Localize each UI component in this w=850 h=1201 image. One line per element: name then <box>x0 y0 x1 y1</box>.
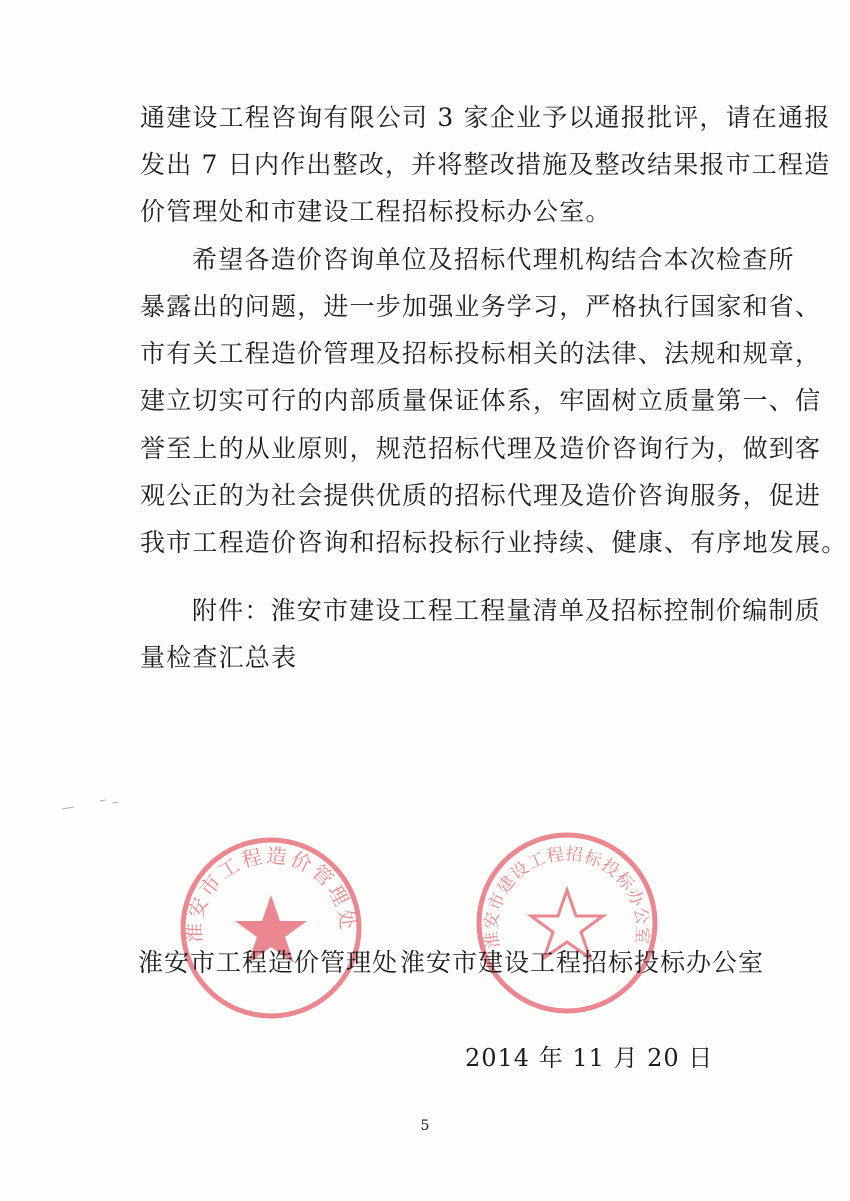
seal-right-text: 淮安市建设工程招标投标办公室 <box>481 844 653 950</box>
body-line: 通建设工程咨询有限公司 3 家企业予以通报批评，请在通报 <box>140 103 831 132</box>
body-line: 暴露出的问题，进一步加强业务学习，严格执行国家和省、 <box>140 292 822 321</box>
body-line: 发出 7 日内作出整改，并将整改措施及整改结果报市工程造 <box>140 150 831 179</box>
seal-left-text: 淮安市工程造价管理处 <box>181 843 361 944</box>
official-seal-right <box>472 828 662 1018</box>
body-line: 希望各造价咨询单位及招标代理机构结合本次检查所 <box>192 245 795 274</box>
official-seal-left <box>176 833 366 1023</box>
page-number: 5 <box>420 1118 430 1134</box>
body-line: 誉至上的从业原则，规范招标代理及造价咨询行为，做到客 <box>140 434 822 463</box>
body-line: 我市工程造价咨询和招标投标行业持续、健康、有序地发展。 <box>140 528 848 557</box>
signature-right: 淮安市建设工程招标投标办公室 <box>400 948 765 977</box>
scan-smudge <box>60 795 130 815</box>
attachment-line: 附件：淮安市建设工程工程量清单及招标控制价编制质 <box>192 596 821 625</box>
body-line: 观公正的为社会提供优质的招标代理及造价咨询服务，促进 <box>140 481 822 510</box>
attachment-line: 量检查汇总表 <box>140 643 298 672</box>
body-line: 建立切实可行的内部质量保证体系，牢固树立质量第一、信 <box>140 386 822 415</box>
document-date: 2014 年 11 月 20 日 <box>465 1044 714 1072</box>
signature-left: 淮安市工程造价管理处 <box>138 948 399 977</box>
body-line: 市有关工程造价管理及招标投标相关的法律、法规和规章， <box>140 339 822 368</box>
body-line: 价管理处和市建设工程招标投标办公室。 <box>140 197 612 226</box>
